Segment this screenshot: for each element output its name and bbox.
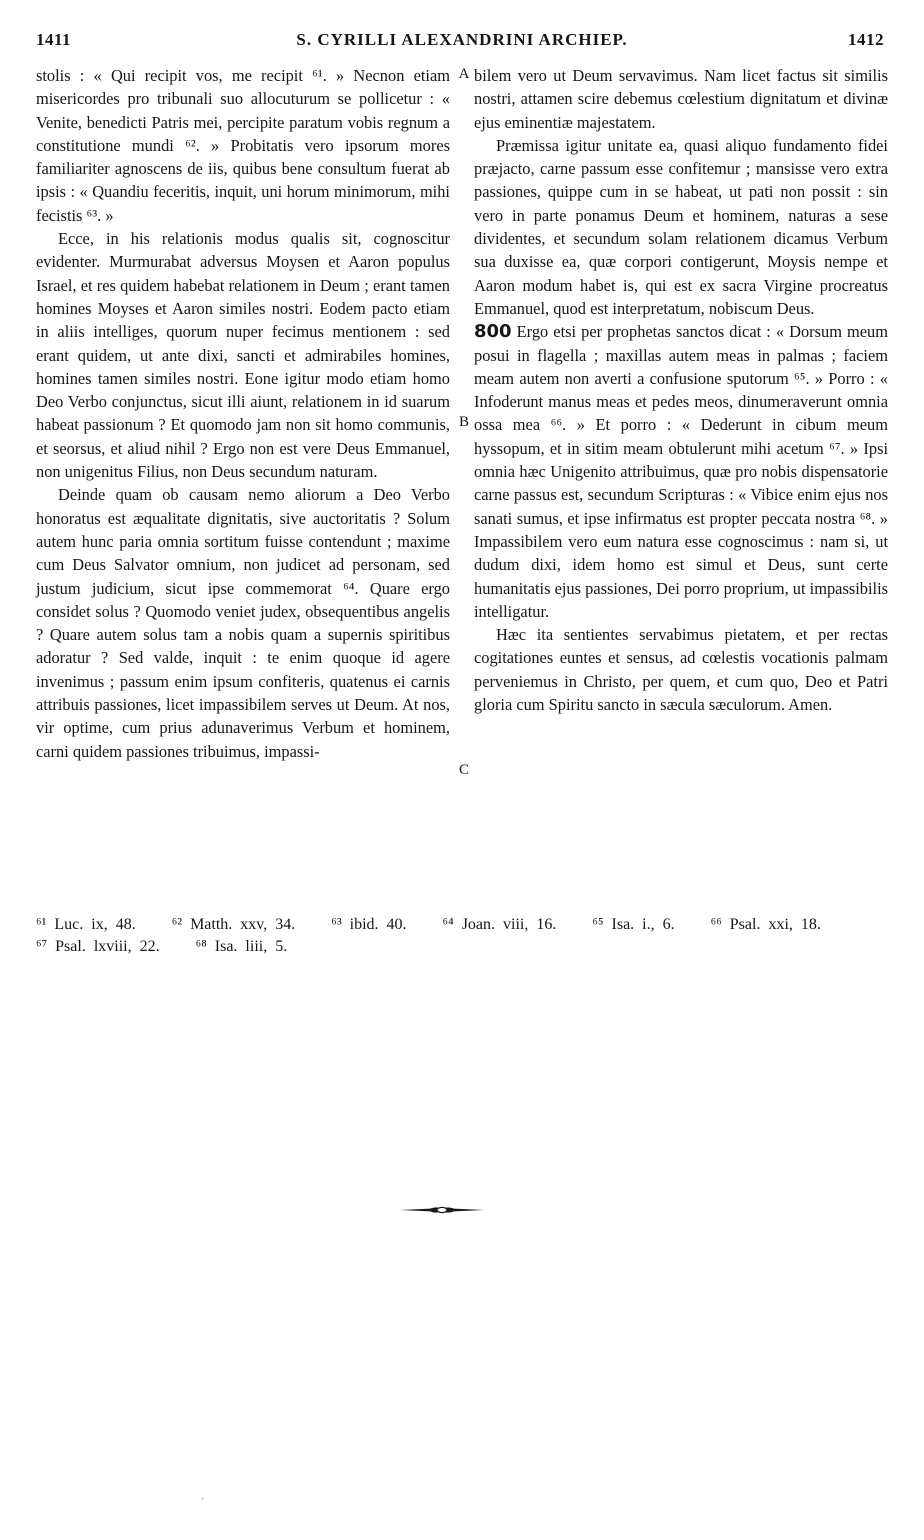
right-page-number: 1412	[848, 30, 884, 49]
footnote: ⁶¹ Luc. ix, 48.	[36, 916, 136, 933]
end-ornament-icon	[400, 1204, 484, 1216]
footnote: ⁶⁸ Isa. liii, 5.	[195, 938, 288, 955]
margin-marker-c: C	[458, 762, 469, 778]
column-number: 800	[474, 321, 512, 343]
right-column	[474, 64, 888, 716]
left-page-number: 1411	[36, 30, 72, 49]
footnote: ⁶² Matth. xxv, 34.	[171, 916, 296, 933]
footnote: ⁶⁵ Isa. i., 6.	[592, 916, 675, 933]
paragraph: Præmissa igitur unitate ea, quasi aliquo fundamento fidei præjacto, carne passum esse confitemur ; mansisse vero extra passiones, quippe cum in se habeat, ut pati non possit : sin vero in parte ponamus Deum et hominem, naturas a sese dividentes, et secundum solam relationem dicamus Verbum sua duxisse ea, quæ corpori contigerunt, Moysis nempe et Aaron modum habet is, qui est ex sacra Virgine procreatus Emmanuel, quod est interpretatum, nobiscum Deus.	[474, 135, 888, 318]
footnote: ⁶⁷ Psal. lxviii, 22.	[36, 938, 160, 955]
margin-marker-b: B	[458, 414, 469, 430]
running-title: S. CYRILLI ALEXANDRINI ARCHIEP.	[296, 30, 628, 49]
paragraph	[474, 320, 888, 623]
left-column	[36, 64, 450, 763]
paragraph: Hæc ita sentientes servabimus pietatem, et per rectas cogitationes euntes et sensus, ad cœlestis vocationis palmam perveniemus in Christo, per quem, et cum quo, Deo et Patri gloria cum Spiritu sancto in sæcula sæculorum. Amen.	[474, 625, 888, 715]
footnotes	[36, 914, 892, 958]
paragraph: Deinde quam ob causam nemo aliorum a Deo Verbo honoratus est æqualitate dignitatis, sive auctoritatis ? Solum autem hunc paria omnia sortitum fuisse contendunt ; maxime cum Deus Salvator omnium, non judicet ad personam, sed justum judicium, sicut ipse commemorat ⁶⁴. Quare ergo considet solus ? Quomodo veniet judex, obsequentibus angelis ? Quare autem solus tam a nobis quam a supernis spiritibus adoratur ? Sed valde, inquit : te enim quoque id agere invenimus ; passum enim ipsum confiteris, quatenus ei carnis attribuis passiones, licet impassibilem serves ut Deum. At nos, vir optime, cum prius adunaverimus Verbum et hominem, carni quidem passiones tribuimus, impassi-	[36, 485, 450, 761]
paragraph: stolis : « Qui recipit vos, me recipit ⁶¹. » Necnon etiam misericordes pro tribunali suo allocuturum se pollicetur : « Venite, benedicti Patris mei, percipite paratum vobis regnum a constitutione mundi ⁶². » Probitatis vero ipsorum mores familiariter agnoscens de iis, quibus bene consultum fuerat ab ipsis : « Quandiu feceritis, inquit, uni horum minimorum, mihi fecistis ⁶³. »	[36, 66, 450, 225]
paragraph: bilem vero ut Deum servavimus. Nam licet factus sit similis nostri, attamen scire debemus cœlestium dignitatum et divinæ ejus eminentiæ majestatem.	[474, 66, 888, 132]
footnote-line	[36, 936, 892, 958]
print-speck: ◦	[201, 1494, 204, 1503]
footnote: ⁶⁶ Psal. xxi, 18.	[710, 916, 821, 933]
paragraph-text: Ergo etsi per prophetas sanctos dicat : « Dorsum meum posui in flagella ; maxillas autem meas in palmas ; faciem meam autem non averti a confusione sputorum ⁶⁵. » Porro : « Infoderunt manus meas et pedes meos, dinumeraverunt omnia ossa mea ⁶⁶. » Et porro : « Dederunt in cibum meum hyssopum, et in sitim meam obtulerunt mihi acetum ⁶⁷. » Ipsi omnia hæc Unigenito attribuimus, quæ pro nobis dispensatorie carne passus est, secundum Scripturas : « Vibice enim ejus nos sanati sumus, et ipse infirmatus est propter peccata nostra ⁶⁸. » Impassibilem vero eum natura esse cognoscimus : nam si, ut dudum dixi, idem homo est simul et Deus, sunt certe humanitatis ejus passiones, Dei porro proprium, ut impassibilis intelligatur.	[474, 322, 888, 621]
footnote: ⁶³ ibid. 40.	[331, 916, 407, 933]
margin-marker-a: A	[458, 66, 470, 82]
paragraph: Ecce, in his relationis modus qualis sit, cognoscitur evidenter. Murmurabat adversus Moysen et Aaron populus Israel, et res quidem habebat relationem in Deum ; erant tamen homines Moyses et Aaron similes nostri. Eodem pacto etiam in aliis intelliges, quorum nuper fecimus mentionem : sed erant quidem, ut ante dixi, sancti et admirabiles homines, homines tamen similes nostri. Eone igitur modo etiam homo Deo Verbo conjunctus, sicut illi aiunt, relationem in id suarum habeat passionum ? Et quomodo jam non sit homo communis, et seorsus, et aliud nihil ? Ergo non est vere Deus Emmanuel, non unigenitus Filius, non Deus secundum naturam.	[36, 229, 450, 482]
footnote: ⁶⁴ Joan. viii, 16.	[442, 916, 557, 933]
footnote-line	[36, 914, 892, 936]
